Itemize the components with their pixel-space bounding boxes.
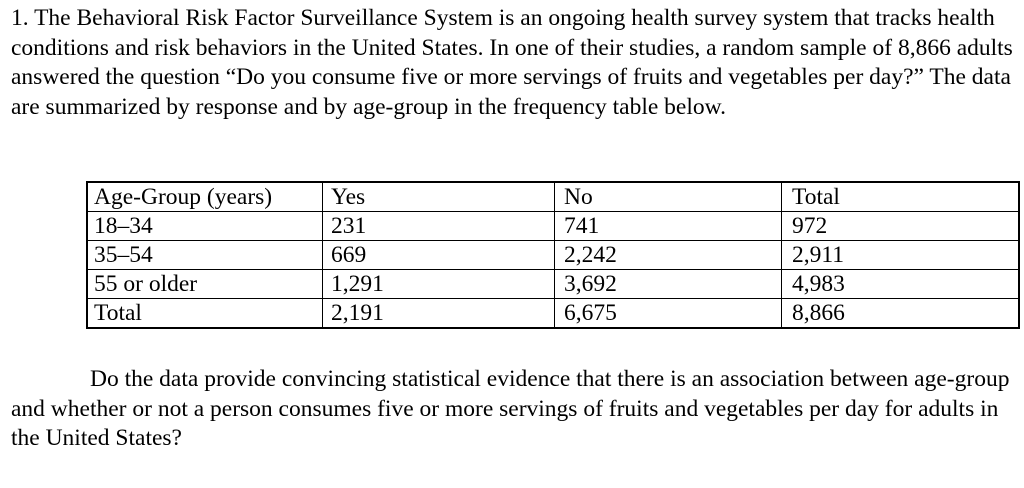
table-cell-age-group: Total xyxy=(87,299,323,329)
frequency-table xyxy=(86,181,1020,329)
problem-intro-text: 1. The Behavioral Risk Factor Surveillance System is an ongoing health survey system that tracks health conditions and risk behaviors in the United States. In one of their studies, a random sample of 8,866 adults answered the question “Do you consume five or more servings of fruits and vegetables per day?” The data are summarized by response and by age-group in the frequency table below. xyxy=(11,5,1013,120)
table-cell-total: 972 xyxy=(782,212,1020,241)
table-cell-age-group: 18–34 xyxy=(87,212,323,241)
table-cell-total: 4,983 xyxy=(782,270,1020,299)
table-cell-no: 3,692 xyxy=(555,270,782,299)
table-row xyxy=(87,270,1019,299)
table-cell-age-group: 35–54 xyxy=(87,241,323,270)
header-total: Total xyxy=(782,182,1020,212)
table-row xyxy=(87,241,1019,270)
table-cell-total: 8,866 xyxy=(782,299,1020,329)
table-row-total xyxy=(87,299,1019,329)
question-text: Do the data provide convincing statistical evidence that there is an association between age-group and whether or not a person consumes five or more servings of fruits and vegetables per day for adults in the United States? xyxy=(11,366,1010,451)
table-cell-yes: 231 xyxy=(323,212,555,241)
header-no: No xyxy=(555,182,782,212)
table-cell-yes: 2,191 xyxy=(323,299,555,329)
table-cell-no: 6,675 xyxy=(555,299,782,329)
header-yes: Yes xyxy=(323,182,555,212)
table-cell-no: 741 xyxy=(555,212,782,241)
table-cell-yes: 669 xyxy=(323,241,555,270)
table-cell-total: 2,911 xyxy=(782,241,1020,270)
header-age-group: Age-Group (years) xyxy=(87,182,323,212)
table-cell-no: 2,242 xyxy=(555,241,782,270)
table-row xyxy=(87,212,1019,241)
table-cell-yes: 1,291 xyxy=(323,270,555,299)
table-cell-age-group: 55 or older xyxy=(87,270,323,299)
table-header-row xyxy=(87,182,1019,212)
